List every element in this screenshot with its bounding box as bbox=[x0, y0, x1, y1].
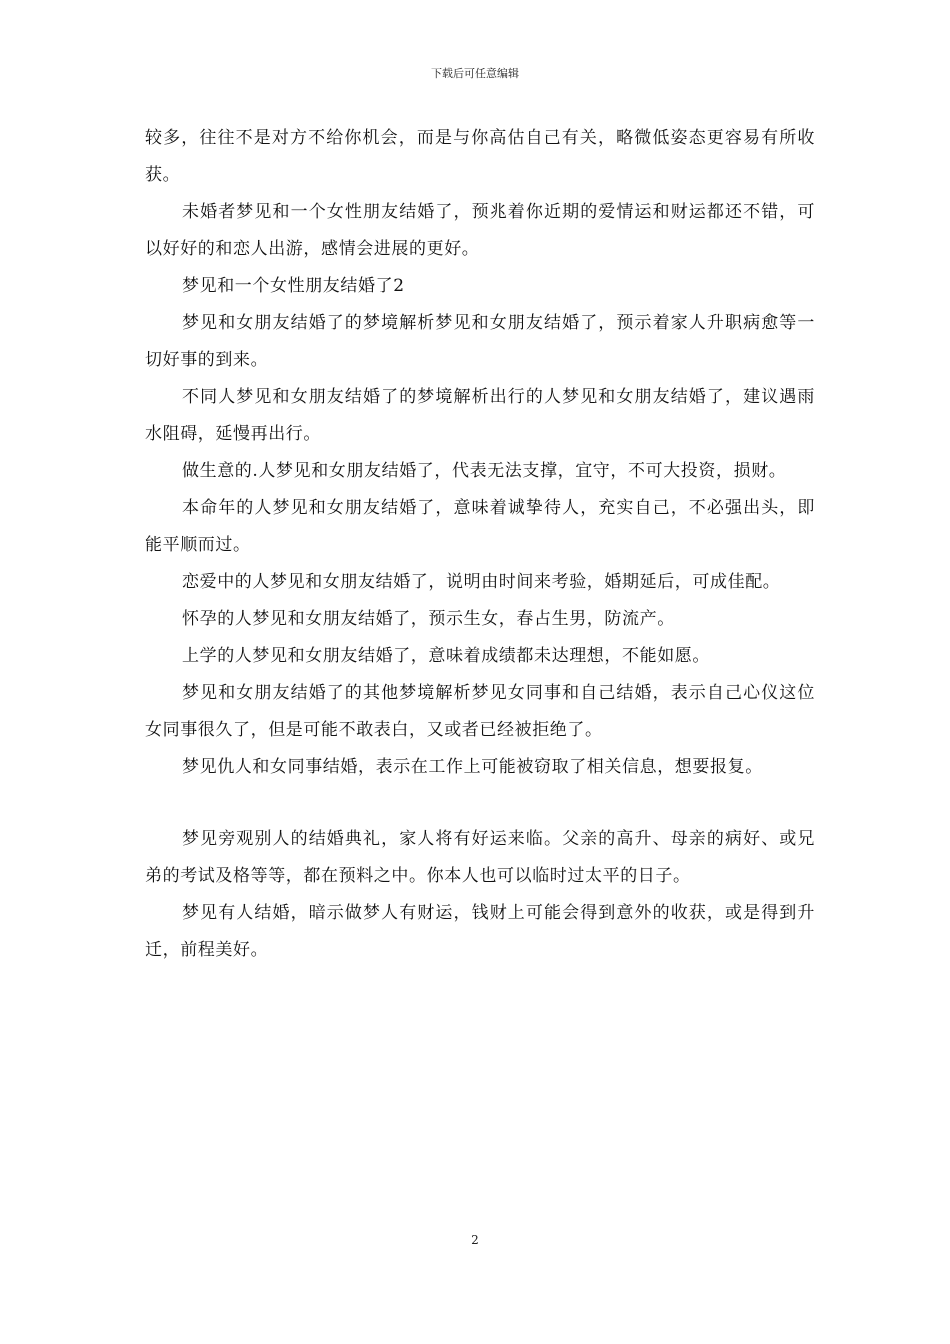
paragraph: 怀孕的人梦见和女朋友结婚了，预示生女，春占生男，防流产。 bbox=[182, 609, 675, 629]
paragraph: 上学的人梦见和女朋友结婚了，意味着成绩都未达理想，不能如愿。 bbox=[182, 646, 710, 666]
page-number: 2 bbox=[471, 1233, 479, 1247]
paragraph: 梦见仇人和女同事结婚，表示在工作上可能被窃取了相关信息，想要报复。 bbox=[182, 757, 763, 777]
paragraph: 恋爱中的人梦见和女朋友结婚了，说明由时间来考验，婚期延后，可成佳配。 bbox=[182, 572, 781, 592]
paragraph: 梦见有人结婚，暗示做梦人有财运，钱财上可能会得到意外的收获，或是得到升迁，前程美好。 bbox=[145, 903, 815, 960]
paragraph: 梦见和女朋友结婚了的梦境解析梦见和女朋友结婚了，预示着家人升职病愈等一切好事的到来。 bbox=[145, 313, 815, 370]
paragraph-continued: 较多，往往不是对方不给你机会，而是与你高估自己有关，略微低姿态更容易有所收获。 bbox=[145, 128, 815, 185]
paragraph: 梦见和女朋友结婚了的其他梦境解析梦见女同事和自己结婚，表示自己心仪这位女同事很久了，但是可能不敢表白，又或者已经被拒绝了。 bbox=[145, 683, 815, 740]
paragraph: 不同人梦见和女朋友结婚了的梦境解析出行的人梦见和女朋友结婚了，建议遇雨水阻碍，延慢再出行。 bbox=[145, 387, 815, 444]
paragraph: 梦见旁观别人的结婚典礼，家人将有好运来临。父亲的高升、母亲的病好、或兄弟的考试及格等等，都在预料之中。你本人也可以临时过太平的日子。 bbox=[145, 829, 815, 886]
document-body bbox=[145, 120, 815, 969]
paragraph: 做生意的.人梦见和女朋友结婚了，代表无法支撑，宜守，不可大投资，损财。 bbox=[182, 461, 787, 481]
paragraph: 本命年的人梦见和女朋友结婚了，意味着诚挚待人，充实自己，不必强出头，即能平顺而过。 bbox=[145, 498, 815, 555]
page-header: 下载后可任意编辑 bbox=[431, 67, 519, 80]
section-heading: 梦见和一个女性朋友结婚了2 bbox=[182, 276, 405, 296]
paragraph: 未婚者梦见和一个女性朋友结婚了，预兆着你近期的爱情运和财运都还不错，可以好好的和恋人出游，感情会进展的更好。 bbox=[145, 202, 815, 259]
blank-line bbox=[145, 786, 815, 821]
